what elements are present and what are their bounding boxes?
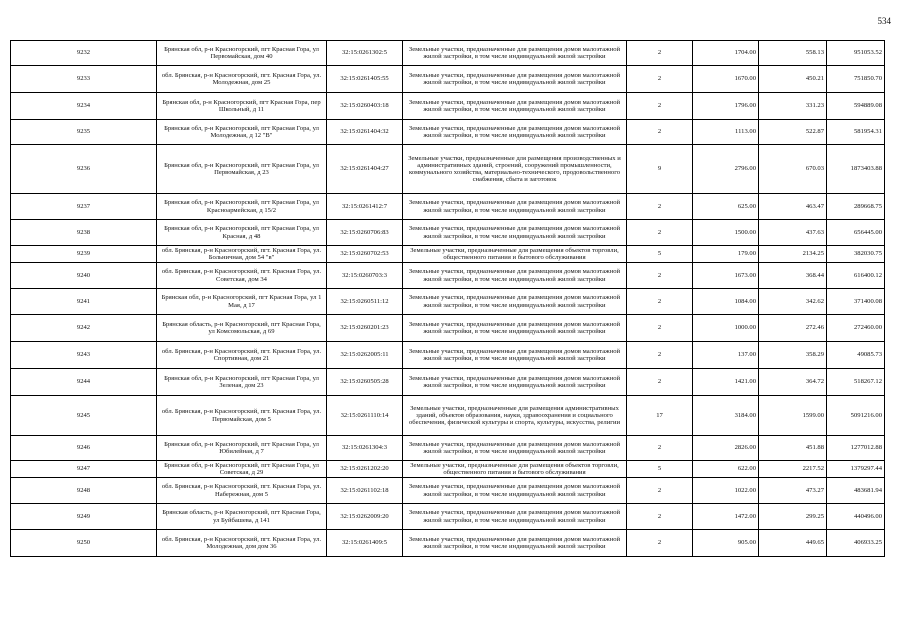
specific-value-cell: 1599.00	[759, 396, 827, 436]
cadastral-value-cell: 581954.31	[827, 120, 885, 145]
cadastral-value-cell: 594889.08	[827, 93, 885, 120]
area-cell: 622.00	[693, 461, 759, 478]
cadastral-number-cell: 32:15:0262005:11	[327, 342, 403, 369]
land-use-cell: Земельные участки, предназначенные для размещения домов малоэтажной жилой застройки, в том числе индивидуальной жилой застройки	[403, 436, 627, 461]
specific-value-cell: 437.63	[759, 220, 827, 246]
area-cell: 1113.00	[693, 120, 759, 145]
specific-value-cell: 299.25	[759, 504, 827, 530]
row-number: 9237	[11, 194, 157, 220]
row-number: 9249	[11, 504, 157, 530]
table-row	[11, 145, 885, 194]
cadastral-value-cell: 751850.70	[827, 66, 885, 93]
address-cell: Брянская обл, р-н Красногорский, пгт Красная Гора, пер Школьный, д 11	[157, 93, 327, 120]
table-row	[11, 461, 885, 478]
address-cell: Брянская обл, р-н Красногорский, пгт Красная Гора, ул 1 Мая, д 17	[157, 289, 327, 315]
address-cell: Брянская область, р-н Красногорский, пгт Красная Гора, ул Комсомольская, д 69	[157, 315, 327, 342]
land-use-cell: Земельные участки, предназначенные для размещения домов малоэтажной жилой застройки, в том числе индивидуальной жилой застройки	[403, 66, 627, 93]
cadastral-number-cell: 32:15:0261404:27	[327, 145, 403, 194]
row-number: 9250	[11, 530, 157, 557]
row-number: 9245	[11, 396, 157, 436]
table-row	[11, 246, 885, 263]
cadastral-number-cell: 32:15:0260403:18	[327, 93, 403, 120]
table-row	[11, 478, 885, 504]
address-cell: обл. Брянская, р-н Красногорский, пгт. Красная Гора, ул. Спортивная, дом 21	[157, 342, 327, 369]
cadastral-value-cell: 5091216.00	[827, 396, 885, 436]
table-row	[11, 436, 885, 461]
cadastral-number-cell: 32:15:0262009:20	[327, 504, 403, 530]
land-use-cell: Земельные участки, предназначенные для размещения домов малоэтажной жилой застройки, в том числе индивидуальной жилой застройки	[403, 41, 627, 66]
cadastral-value-cell: 382030.75	[827, 246, 885, 263]
table-row	[11, 120, 885, 145]
table-row	[11, 93, 885, 120]
cadastral-value-cell: 371400.08	[827, 289, 885, 315]
land-use-cell: Земельные участки, предназначенные для размещения домов малоэтажной жилой застройки, в том числе индивидуальной жилой застройки	[403, 120, 627, 145]
table-row	[11, 289, 885, 315]
area-cell: 1500.00	[693, 220, 759, 246]
address-cell: обл. Брянская, р-н Красногорский, пгт. Красная Гора, ул. Первомайская, дом 5	[157, 396, 327, 436]
cadastral-value-cell: 272460.00	[827, 315, 885, 342]
area-cell: 1084.00	[693, 289, 759, 315]
cadastral-value-cell: 440496.00	[827, 504, 885, 530]
cadastral-number-cell: 32:15:0261110:14	[327, 396, 403, 436]
specific-value-cell: 364.72	[759, 369, 827, 396]
address-cell: обл. Брянская, р-н Красногорский, пгт. Красная Гора, ул. Набережная, дом 5	[157, 478, 327, 504]
cadastral-value-cell: 951053.52	[827, 41, 885, 66]
cadastral-value-cell: 656445.00	[827, 220, 885, 246]
address-cell: Брянская обл, р-н Красногорский, пгт Красная Гора, ул Первомайская, дом 40	[157, 41, 327, 66]
address-cell: обл. Брянская, р-н Красногорский, пгт. Красная Гора, ул. Больничная, дом 54 "в"	[157, 246, 327, 263]
row-number: 9242	[11, 315, 157, 342]
cadastral-number-cell: 32:15:0261412:7	[327, 194, 403, 220]
area-cell: 3184.00	[693, 396, 759, 436]
use-group-code-cell: 2	[627, 369, 693, 396]
specific-value-cell: 358.29	[759, 342, 827, 369]
area-cell: 1421.00	[693, 369, 759, 396]
table-body	[11, 41, 885, 557]
use-group-code-cell: 2	[627, 263, 693, 289]
land-use-cell: Земельные участки, предназначенные для размещения административных зданий, объектов образования, науки, здравоохранения и социального обеспечения, физической культуры и спорта, культуры, искусства, религии	[403, 396, 627, 436]
page-number: 534	[877, 16, 891, 26]
cadastral-value-cell: 518267.12	[827, 369, 885, 396]
specific-value-cell: 522.87	[759, 120, 827, 145]
use-group-code-cell: 2	[627, 194, 693, 220]
land-use-cell: Земельные участки, предназначенные для размещения домов малоэтажной жилой застройки, в том числе индивидуальной жилой застройки	[403, 504, 627, 530]
table-row	[11, 41, 885, 66]
address-cell: обл. Брянская, р-н Красногорский, пгт. Красная Гора, ул. Советская, дом 34	[157, 263, 327, 289]
cadastral-value-cell: 1277012.88	[827, 436, 885, 461]
cadastral-number-cell: 32:15:0261102:18	[327, 478, 403, 504]
use-group-code-cell: 2	[627, 315, 693, 342]
row-number: 9232	[11, 41, 157, 66]
use-group-code-cell: 2	[627, 93, 693, 120]
specific-value-cell: 473.27	[759, 478, 827, 504]
cadastral-number-cell: 32:15:0261409:5	[327, 530, 403, 557]
area-cell: 1673.00	[693, 263, 759, 289]
specific-value-cell: 558.13	[759, 41, 827, 66]
cadastral-number-cell: 32:15:0261302:5	[327, 41, 403, 66]
table-row	[11, 263, 885, 289]
land-use-cell: Земельные участки, предназначенные для размещения домов малоэтажной жилой застройки, в том числе индивидуальной жилой застройки	[403, 315, 627, 342]
address-cell: Брянская обл, р-н Красногорский, пгт Красная Гора, ул Советская, д 29	[157, 461, 327, 478]
address-cell: Брянская обл, р-н Красногорский, пгт Красная Гора, ул Юбилейная, д 7	[157, 436, 327, 461]
use-group-code-cell: 5	[627, 461, 693, 478]
row-number: 9238	[11, 220, 157, 246]
cadastral-number-cell: 32:15:0261405:55	[327, 66, 403, 93]
land-use-cell: Земельные участки, предназначенные для размещения производственных и административных зданий, строений, сооружений промышленности, коммунального хозяйства, материально-технического, продовольственного снабжения, сбыта и заготовок	[403, 145, 627, 194]
cadastral-number-cell: 32:15:0260703:3	[327, 263, 403, 289]
address-cell: Брянская область, р-н Красногорский, пгт Красная Гора, ул Буйбашева, д 141	[157, 504, 327, 530]
area-cell: 1022.00	[693, 478, 759, 504]
row-number: 9233	[11, 66, 157, 93]
cadastral-value-cell: 616400.12	[827, 263, 885, 289]
cadastral-value-cell: 1873403.88	[827, 145, 885, 194]
use-group-code-cell: 2	[627, 342, 693, 369]
specific-value-cell: 2217.52	[759, 461, 827, 478]
use-group-code-cell: 2	[627, 120, 693, 145]
use-group-code-cell: 2	[627, 41, 693, 66]
land-use-cell: Земельные участки, предназначенные для размещения домов малоэтажной жилой застройки, в том числе индивидуальной жилой застройки	[403, 342, 627, 369]
area-cell: 179.00	[693, 246, 759, 263]
specific-value-cell: 451.88	[759, 436, 827, 461]
cadastral-number-cell: 32:15:0261202:20	[327, 461, 403, 478]
row-number: 9241	[11, 289, 157, 315]
specific-value-cell: 450.21	[759, 66, 827, 93]
use-group-code-cell: 2	[627, 504, 693, 530]
use-group-code-cell: 2	[627, 436, 693, 461]
address-cell: Брянская обл, р-н Красногорский, пгт Красная Гора, ул Красноармейская, д 15/2	[157, 194, 327, 220]
table-row	[11, 66, 885, 93]
area-cell: 1000.00	[693, 315, 759, 342]
land-use-cell: Земельные участки, предназначенные для размещения объектов торговли, общественного питания и бытового обслуживания	[403, 461, 627, 478]
area-cell: 137.00	[693, 342, 759, 369]
table-row	[11, 220, 885, 246]
cadastral-value-cell: 1379297.44	[827, 461, 885, 478]
table-row	[11, 369, 885, 396]
address-cell: Брянская обл, р-н Красногорский, пгт Красная Гора, ул Молодежная, д 12 "В"	[157, 120, 327, 145]
specific-value-cell: 368.44	[759, 263, 827, 289]
table-row	[11, 504, 885, 530]
area-cell: 1796.00	[693, 93, 759, 120]
cadastral-number-cell: 32:15:0260511:12	[327, 289, 403, 315]
land-use-cell: Земельные участки, предназначенные для размещения домов малоэтажной жилой застройки, в том числе индивидуальной жилой застройки	[403, 530, 627, 557]
use-group-code-cell: 5	[627, 246, 693, 263]
address-cell: Брянская обл, р-н Красногорский, пгт Красная Гора, ул Красная, д 48	[157, 220, 327, 246]
address-cell: Брянская обл, р-н Красногорский, пгт Красная Гора, ул Зеленая, дом 23	[157, 369, 327, 396]
specific-value-cell: 670.03	[759, 145, 827, 194]
use-group-code-cell: 2	[627, 220, 693, 246]
use-group-code-cell: 17	[627, 396, 693, 436]
use-group-code-cell: 2	[627, 478, 693, 504]
table-row	[11, 530, 885, 557]
address-cell: обл. Брянская, р-н Красногорский, пгт. Красная Гора, ул. Молодежная, дом дом 36	[157, 530, 327, 557]
row-number: 9234	[11, 93, 157, 120]
table-row	[11, 396, 885, 436]
use-group-code-cell: 9	[627, 145, 693, 194]
use-group-code-cell: 2	[627, 289, 693, 315]
specific-value-cell: 331.23	[759, 93, 827, 120]
area-cell: 625.00	[693, 194, 759, 220]
row-number: 9248	[11, 478, 157, 504]
area-cell: 905.00	[693, 530, 759, 557]
row-number: 9243	[11, 342, 157, 369]
land-use-cell: Земельные участки, предназначенные для размещения домов малоэтажной жилой застройки, в том числе индивидуальной жилой застройки	[403, 478, 627, 504]
land-use-cell: Земельные участки, предназначенные для размещения объектов торговли, общественного питания и бытового обслуживания	[403, 246, 627, 263]
row-number: 9239	[11, 246, 157, 263]
address-cell: Брянская обл, р-н Красногорский, пгт Красная Гора, ул Первомайская, д 23	[157, 145, 327, 194]
land-use-cell: Земельные участки, предназначенные для размещения домов малоэтажной жилой застройки, в том числе индивидуальной жилой застройки	[403, 220, 627, 246]
use-group-code-cell: 2	[627, 530, 693, 557]
land-use-cell: Земельные участки, предназначенные для размещения домов малоэтажной жилой застройки, в том числе индивидуальной жилой застройки	[403, 289, 627, 315]
cadastral-number-cell: 32:15:0260201:23	[327, 315, 403, 342]
area-cell: 1472.00	[693, 504, 759, 530]
cadastral-value-cell: 49085.73	[827, 342, 885, 369]
specific-value-cell: 2134.25	[759, 246, 827, 263]
row-number: 9244	[11, 369, 157, 396]
table-row	[11, 342, 885, 369]
row-number: 9236	[11, 145, 157, 194]
cadastral-number-cell: 32:15:0260702:53	[327, 246, 403, 263]
cadastral-number-cell: 32:15:0260706:83	[327, 220, 403, 246]
cadastral-value-cell: 483681.94	[827, 478, 885, 504]
specific-value-cell: 342.62	[759, 289, 827, 315]
table-row	[11, 315, 885, 342]
address-cell: обл. Брянская, р-н Красногорский, пгт. Красная Гора, ул. Молодежная, дом 25	[157, 66, 327, 93]
area-cell: 2826.00	[693, 436, 759, 461]
specific-value-cell: 449.65	[759, 530, 827, 557]
cadastral-value-table	[10, 40, 885, 557]
cadastral-number-cell: 32:15:0260505:28	[327, 369, 403, 396]
cadastral-number-cell: 32:15:0261404:32	[327, 120, 403, 145]
land-use-cell: Земельные участки, предназначенные для размещения домов малоэтажной жилой застройки, в том числе индивидуальной жилой застройки	[403, 369, 627, 396]
area-cell: 1670.00	[693, 66, 759, 93]
cadastral-number-cell: 32:15:0261304:3	[327, 436, 403, 461]
row-number: 9246	[11, 436, 157, 461]
land-use-cell: Земельные участки, предназначенные для размещения домов малоэтажной жилой застройки, в том числе индивидуальной жилой застройки	[403, 263, 627, 289]
area-cell: 1704.00	[693, 41, 759, 66]
row-number: 9235	[11, 120, 157, 145]
cadastral-value-cell: 406933.25	[827, 530, 885, 557]
table-row	[11, 194, 885, 220]
land-use-cell: Земельные участки, предназначенные для размещения домов малоэтажной жилой застройки, в том числе индивидуальной жилой застройки	[403, 194, 627, 220]
specific-value-cell: 272.46	[759, 315, 827, 342]
row-number: 9240	[11, 263, 157, 289]
land-use-cell: Земельные участки, предназначенные для размещения домов малоэтажной жилой застройки, в том числе индивидуальной жилой застройки	[403, 93, 627, 120]
use-group-code-cell: 2	[627, 66, 693, 93]
cadastral-value-cell: 289668.75	[827, 194, 885, 220]
specific-value-cell: 463.47	[759, 194, 827, 220]
row-number: 9247	[11, 461, 157, 478]
area-cell: 2796.00	[693, 145, 759, 194]
